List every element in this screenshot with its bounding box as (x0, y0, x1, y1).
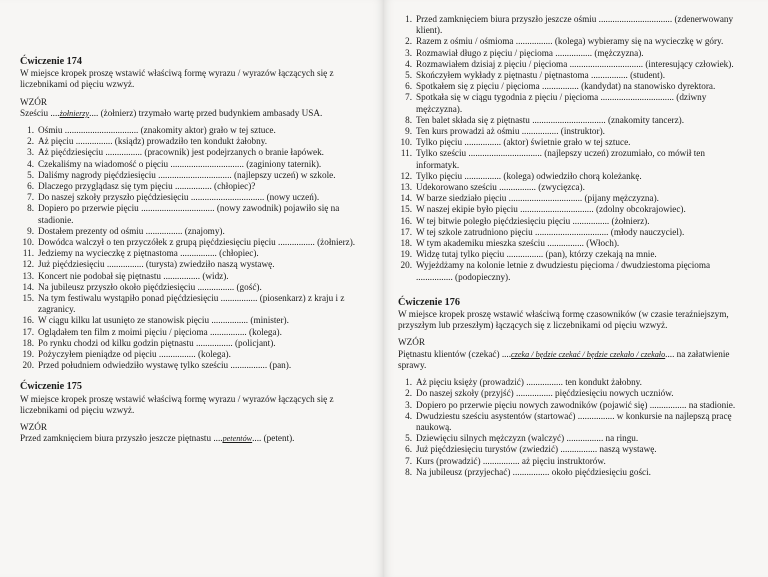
item-text: Ten balet składa się z piętnastu ................................ (znakomity tancerz). (416, 114, 685, 125)
list-item (20, 147, 362, 158)
item-number: 11. (400, 148, 412, 159)
item-text: Spotkała się w ciągu tygodnia z pięciu / pięcioma ................................ (dziwny mężczyzna). (416, 92, 707, 114)
list-item (20, 293, 362, 315)
item-text: Dowódca walczył o ten przyczółek z grupą pięćdziesięciu pięciu ................ (żołnierz). (38, 237, 356, 248)
item-number: 12. (400, 170, 412, 181)
item-number: 10. (400, 137, 412, 148)
item-number: 6. (405, 81, 412, 92)
item-number: 1. (405, 377, 412, 388)
item-number: 15. (22, 293, 34, 304)
item-number: 3. (405, 399, 412, 410)
item-text: Już pięćdziesięciu ................ (turysta) zwiedziło naszą wystawę. (38, 259, 275, 270)
item-text: Rozmawiał długo z pięciu / pięcioma ................ (mężczyzna). (416, 47, 644, 58)
list-item (398, 388, 742, 399)
list-item (20, 159, 362, 170)
item-number: 2. (405, 36, 412, 47)
item-number: 19. (22, 349, 34, 360)
item-number: 9. (405, 126, 412, 137)
list-item (20, 192, 362, 203)
item-number: 16. (22, 315, 34, 326)
list-item (398, 171, 742, 182)
exercise-176 (398, 297, 742, 478)
example-fill: czeka / będzie czekać / będzie czekało / czekało (511, 349, 666, 359)
list-item (398, 467, 742, 478)
item-text: Wyjeżdżamy na kolonie letnie z dwudziestu pięcioma / dwudziestoma pięcioma ................ (podopieczny). (416, 260, 711, 282)
example-post: .... (petent). (252, 433, 295, 444)
example-pre: Sześciu .... (20, 107, 60, 118)
item-text: Ośmiu ................................ (znakomity aktor) grało w tej sztuce. (38, 125, 276, 136)
list-item (398, 377, 742, 388)
list-item (398, 433, 742, 444)
item-text: Przed zamknięciem biura przyszło jeszcze ośmiu ................................ (zdenerwowany klient). (416, 14, 734, 36)
list-item (20, 248, 362, 259)
item-text: Oglądałem ten film z moimi pięciu / pięcioma ................ (kolega). (38, 326, 282, 337)
example-pre: Przed zamknięciem biura przyszło jeszcze piętnastu .... (20, 433, 223, 444)
list-item (398, 81, 742, 92)
item-text: Widzę tutaj tylko pięciu ................ (pan), którzy czekają na mnie. (416, 249, 657, 260)
item-number: 5. (27, 169, 34, 180)
item-text: Tylko sześciu ................................ (najlepszy uczeń) zrozumiało, co mówił ten informatyk. (416, 148, 705, 170)
item-text: Udekorowano sześciu ................ (zwycięzca). (416, 182, 585, 193)
list-item (20, 360, 362, 371)
item-number: 8. (405, 466, 412, 477)
list-item (20, 125, 362, 136)
item-text: Dopiero po przerwie pięciu nowych zawodników (pojawić się) ................ na stadionie. (416, 399, 736, 410)
list-item (398, 456, 742, 467)
item-number: 11. (22, 248, 34, 259)
item-number: 7. (27, 192, 34, 203)
list-item (398, 36, 742, 47)
list-item (398, 227, 742, 238)
item-text: Spotkałem się z pięciu / pięcioma ................ (kandydat) na stanowisko dyrektora. (416, 81, 716, 92)
exercise-176-instruction: W miejsce kropek proszę wstawić właściwą formę czasowników (w czasie teraźniejszym, przyszłym lub przeszłym) łączących się z liczebnikami od pięciu wzwyż. (398, 309, 729, 331)
item-text: Razem z ośmiu / ośmioma ................ (kolega) wybieramy się na wycieczkę w góry. (416, 36, 724, 47)
exercise-175-items (398, 14, 742, 283)
item-text: Pożyczyłem pieniądze od pięciu ................ (kolega). (38, 349, 231, 360)
item-number: 18. (22, 337, 34, 348)
item-number: 16. (400, 215, 412, 226)
left-column (20, 56, 362, 451)
exercise-176-title: Ćwiczenie 176 (398, 296, 460, 308)
item-number: 6. (27, 181, 34, 192)
list-item (20, 271, 362, 282)
exercise-175-title: Ćwiczenie 175 (20, 381, 82, 393)
item-number: 12. (22, 259, 34, 270)
item-text: W naszej ekipie było pięciu ................................ (zdolny obcokrajowiec). (416, 204, 686, 215)
item-text: Już pięćdziesięciu turystów (zwiedzić) ................ naszą wystawę. (416, 444, 657, 455)
exercise-176-wzor-label: WZÓR (398, 337, 426, 348)
item-number: 9. (27, 225, 34, 236)
list-item (398, 193, 742, 204)
item-number: 3. (405, 47, 412, 58)
item-text: Aż pięćdziesięciu ................ (pracownik) jest podejrzanych o branie łapówek. (38, 147, 324, 158)
right-column (398, 14, 742, 478)
list-item (20, 315, 362, 326)
item-text: Przed południem odwiedziło wystawę tylko sześciu ................ (pan). (38, 360, 292, 371)
item-number: 17. (400, 226, 412, 237)
list-item (20, 349, 362, 360)
item-text: Rozmawiałem dzisiaj z pięciu / pięcioma ................................ (interesujący człowiek). (416, 58, 734, 69)
item-text: Do naszej szkoły przyszło pięćdziesięciu ................................ (nowy uczeń). (38, 192, 320, 203)
item-text: Dopiero po przerwie pięciu ................................ (nowy zawodnik) pojawiło się na stadionie. (38, 203, 340, 225)
exercise-174-items (20, 125, 362, 371)
list-item (398, 59, 742, 70)
item-number: 19. (400, 249, 412, 260)
item-text: W ciągu kilku lat usunięto ze stanowisk pięciu ................ (minister). (38, 315, 289, 326)
item-text: W barze siedziało pięciu ................................ (pijany mężczyzna). (416, 193, 659, 204)
item-text: Jedziemy na wycieczkę z piętnastoma ................ (chłopiec). (38, 248, 259, 259)
item-number: 7. (405, 455, 412, 466)
list-item (398, 204, 742, 215)
list-item (398, 126, 742, 137)
list-item (398, 48, 742, 59)
item-text: Czekaliśmy na wiadomość o pięciu ................................ (zaginiony taternik). (38, 158, 322, 169)
example-fill: żołnierzy (59, 108, 90, 118)
item-number: 13. (22, 270, 34, 281)
list-item (20, 226, 362, 237)
item-number: 1. (27, 125, 34, 136)
item-text: Tylko pięciu ................ (aktor) świetnie grało w tej sztuce. (416, 137, 631, 148)
exercise-174-wzor-label: WZÓR (20, 96, 48, 107)
item-number: 18. (400, 238, 412, 249)
list-item (398, 260, 742, 282)
list-item (20, 237, 362, 248)
item-text: Ten kurs prowadzi aż ośmiu ................ (instruktor). (416, 126, 605, 137)
list-item (398, 400, 742, 411)
item-text: Aż pięciu księży (prowadzić) ................ ten kondukt żałobny. (416, 377, 642, 388)
list-item (398, 411, 742, 433)
list-item (20, 327, 362, 338)
item-text: Dostałem prezenty od ośmiu ................ (znajomy). (38, 225, 225, 236)
item-text: Na jubileusz (przyjechać) ................ około pięćdziesięciu gości. (416, 466, 651, 477)
list-item (398, 182, 742, 193)
item-text: Dwudziestu sześciu asystentów (startować) ................ w konkursie na najlepszą pracę naukową. (416, 410, 732, 432)
list-item (398, 216, 742, 227)
item-text: Kurs (prowadzić) ................ aż pięciu instruktorów. (416, 455, 606, 466)
exercise-175-example (20, 433, 362, 444)
item-text: W tej bitwie poległo pięćdziesięciu pięciu ................ (żołnierz). (416, 215, 650, 226)
example-fill: petentów (222, 434, 253, 444)
item-number: 17. (22, 326, 34, 337)
item-number: 15. (400, 204, 412, 215)
list-item (398, 444, 742, 455)
item-text: Daliśmy nagrody pięćdziesięciu ................................ (najlepszy uczeń) w szkole. (38, 169, 336, 180)
item-text: Do naszej szkoły (przyjść) ................ pięćdziesięciu nowych uczniów. (416, 388, 674, 399)
list-item (20, 203, 362, 225)
list-item (20, 181, 362, 192)
exercise-174-title: Ćwiczenie 174 (20, 56, 82, 67)
list-item (20, 170, 362, 181)
list-item (398, 70, 742, 81)
item-text: Aż pięciu ................ (ksiądz) prowadziło ten kondukt żałobny. (38, 136, 268, 147)
list-item (398, 137, 742, 148)
item-number: 6. (405, 444, 412, 455)
exercise-175-instruction: W miejsce kropek proszę wstawić właściwą formę wyrazu / wyrazów łączących się z liczebnikami od pięciu wzwyż. (20, 393, 334, 415)
item-text: Na tym festiwalu wystąpiło ponad pięćdziesięciu ................ (piosenkarz) z kraju i z zagranicy. (38, 293, 345, 315)
item-number: 2. (27, 136, 34, 147)
item-number: 3. (27, 147, 34, 158)
exercise-175 (20, 381, 362, 444)
item-text: Dziewięciu silnych mężczyzn (walczyć) ................ na ringu. (416, 433, 639, 444)
list-item (398, 14, 742, 36)
exercise-174 (20, 56, 362, 371)
example-post: .... na załatwienie sprawy. (398, 348, 730, 370)
item-text: Koncert nie podobał się piętnastu ................ (widz). (38, 270, 229, 281)
item-number: 8. (405, 114, 412, 125)
item-number: 13. (400, 182, 412, 193)
exercise-175-wzor-label: WZÓR (20, 422, 48, 433)
item-number: 4. (405, 410, 412, 421)
exercise-176-items (398, 377, 742, 478)
example-post: .... (żołnierz) trzymało wartę przed budynkiem ambasady USA. (89, 107, 323, 118)
item-number: 1. (405, 14, 412, 24)
item-text: Tylko pięciu ................ (kolega) odwiedziło chorą koleżankę. (416, 170, 642, 181)
example-pre: Piętnastu klientów (czekać) .... (398, 348, 512, 359)
item-text: W tej szkole zatrudniono pięciu ................................ (młody nauczyciel). (416, 226, 685, 237)
item-number: 10. (22, 237, 34, 248)
exercise-174-example (20, 108, 362, 119)
item-number: 20. (22, 360, 34, 371)
list-item (20, 259, 362, 270)
item-number: 14. (22, 281, 34, 292)
list-item (398, 148, 742, 170)
item-text: Na jubileusz przyszło około pięćdziesięciu ................ (gość). (38, 281, 262, 292)
list-item (20, 338, 362, 349)
exercise-176-example (398, 349, 742, 371)
item-text: Dlaczego przyglądasz się tym pięciu ................ (chłopiec)? (38, 181, 256, 192)
list-item (398, 238, 742, 249)
item-number: 5. (405, 70, 412, 81)
item-number: 8. (27, 203, 34, 214)
item-text: Skończyłem wykłady z piętnastu / piętnastoma ................ (student). (416, 70, 666, 81)
item-number: 2. (405, 388, 412, 399)
item-number: 5. (405, 433, 412, 444)
item-text: Po rynku chodzi od kilku godzin piętnastu ................ (policjant). (38, 337, 276, 348)
list-item (20, 136, 362, 147)
item-number: 14. (400, 193, 412, 204)
item-number: 7. (405, 92, 412, 103)
list-item (398, 92, 742, 114)
list-item (398, 249, 742, 260)
exercise-174-instruction: W miejsce kropek proszę wstawić właściwą formę wyrazu / wyrazów łączących się z liczebnikami od pięciu wzwyż. (20, 68, 334, 90)
item-number: 4. (405, 58, 412, 69)
item-number: 20. (400, 260, 412, 271)
list-item (398, 115, 742, 126)
item-number: 4. (27, 158, 34, 169)
list-item (20, 282, 362, 293)
item-text: W tym akademiku mieszka sześciu ................ (Włoch). (416, 238, 620, 249)
